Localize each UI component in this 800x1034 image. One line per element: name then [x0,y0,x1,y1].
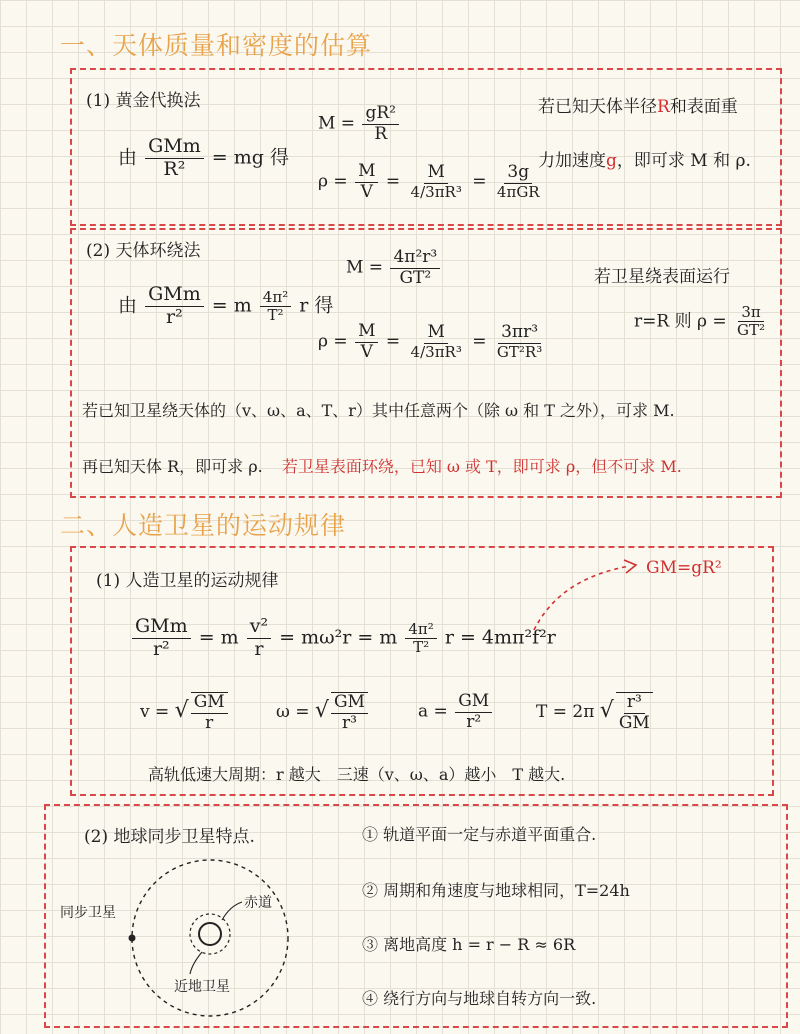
side-den: GT² [737,321,766,340]
equator-label: 赤道 [244,895,272,911]
eq-num: GMm [145,136,204,159]
mass-den: R [374,123,388,144]
eq-rhs: r 得 [299,294,334,317]
method-2-density-formula [318,322,547,362]
rho-f2-den: 4/3πR³ [410,342,462,361]
note-text: ，即可求 M 和 ρ. [616,151,751,171]
v-den: r [205,712,214,733]
section-2-title: 二、人造卫星的运动规律 [60,511,347,540]
main-num: GMm [132,616,191,639]
eq-num: GMm [145,284,204,307]
side-cond-text: r=R 则 ρ = [634,311,727,332]
rho-f3-num: 3g [504,163,532,184]
method-1-note-line-2 [538,146,751,171]
method-2-mass-formula [346,248,442,288]
t-num: r³ [624,693,645,714]
rho-f1-den: V [360,341,373,362]
eq-prefix: 由 [118,146,138,169]
w-den: r³ [341,712,357,733]
method-2-side-note: 若卫星绕表面运行 [594,267,730,287]
rho-f2-den: 4/3πR³ [410,182,462,201]
geosync-item-3: ③ 离地高度 h = r − R ≈ 6R [362,935,576,954]
rho-f3-den: GT²R³ [496,342,543,361]
w-num: GM [331,693,368,714]
note-text: 力加速度 [538,151,606,171]
formula-v: v = √ $\frac{GM}{r}$ [140,692,230,733]
part-1-summary: 高轨低速大周期：r 越大 三速（v、ω、a）越小 T 越大. [148,765,566,784]
term-3-den: T² [413,637,430,656]
orbit-diagram-icon [118,850,298,1030]
formula-t: T = 2π √ $\frac{\text{r³}}{GM}$ [536,692,655,733]
a-den: r² [466,711,482,732]
geosync-item-1: ① 轨道平面一定与赤道平面重合. [362,825,597,844]
term-1-pre: = m [198,626,239,649]
eq-prefix: 由 [118,294,138,317]
a-lhs: a = [418,701,448,722]
rho-eq-1: = [385,331,401,352]
method-2-line-2 [82,454,682,477]
method-2-line-1: 若已知卫星绕天体的（v、ω、a、T、r）其中任意两个（除 ω 和 T 之外），可求 M. [82,401,675,420]
eq-rhs: = mg 得 [211,146,289,169]
mass-num: 4π²r³ [390,248,440,269]
eq-frac-den: T² [267,305,284,324]
term-1-den: r [254,637,264,660]
gm-note: GM=gR² [646,558,722,578]
rho-f1-num: M [355,162,378,183]
formula-omega: ω = √ $\frac{GM}{\text{r³}}$ [276,692,370,733]
geosync-item-2: ② 周期和角速度与地球相同，T=24h [362,881,630,900]
rho-f3-num: 3πr³ [498,323,541,344]
geosync-item-4: ④ 绕行方向与地球自转方向一致. [362,989,597,1008]
method-2-equation [118,284,333,329]
eq-frac-num: 4π² [260,289,291,307]
method-2-side-condition [634,304,770,340]
rho-f2-num: M [424,163,447,184]
near-earth-satellite-label: 近地卫星 [174,979,230,995]
rho-f3-den: 4πGR [496,182,540,201]
method-2-label: (2) 天体环绕法 [86,241,201,261]
sync-satellite-label: 同步卫星 [60,905,116,921]
note-text: 若已知天体半径 [538,97,657,117]
mass-lhs: M = [346,257,384,278]
method-1-label: (1) 黄金代换法 [86,91,201,111]
t-den: GM [618,712,650,733]
a-num: GM [455,692,492,713]
rho-eq-1: = [385,171,401,192]
method-1-equation [118,136,289,181]
term-1-num: v² [247,616,271,639]
note-text: 和表面重 [669,97,738,117]
t-lhs: T = 2π [536,702,595,723]
part-1-main-equation [130,616,556,661]
section-1-title: 一、天体质量和密度的估算 [60,31,373,60]
mass-den: GT² [399,267,432,288]
rho-eq-2: = [472,331,487,352]
line-2-text: 再已知天体 R，即可求 ρ. [82,457,263,476]
note-radius: R [657,97,670,117]
method-1-mass-formula [318,104,401,144]
note-gravity: g [606,151,617,171]
rho-eq-2: = [472,171,487,192]
method-1-density-formula [318,162,545,202]
formula-a [418,692,494,732]
term-2: = mω²r = m [279,626,398,649]
v-lhs: v = [140,702,170,723]
v-num: GM [191,693,228,714]
rho-lhs: ρ = [318,171,348,192]
rho-f1-num: M [355,322,378,343]
part-2-label: (2) 地球同步卫星特点. [84,827,255,847]
eq-mid: = m [211,294,252,317]
line-2-highlight: 若卫星表面环绕，已知 ω 或 T，即可求 ρ，但不可求 M. [281,457,682,476]
part-1-label: (1) 人造卫星的运动规律 [96,571,279,591]
eq-den: r² [166,305,183,328]
rho-f1-den: V [360,181,373,202]
rho-lhs: ρ = [318,331,348,352]
eq-den: R² [163,157,186,180]
mass-num: gR² [362,104,399,125]
mass-lhs: M = [318,113,356,134]
w-lhs: ω = [276,702,310,723]
side-num: 3π [738,304,763,322]
method-1-note-line-1 [538,92,738,117]
term-3-num: 4π² [405,621,436,639]
main-den: r² [152,637,170,660]
rho-f2-num: M [424,323,447,344]
term-4: r = 4mπ²f²r [444,626,556,649]
